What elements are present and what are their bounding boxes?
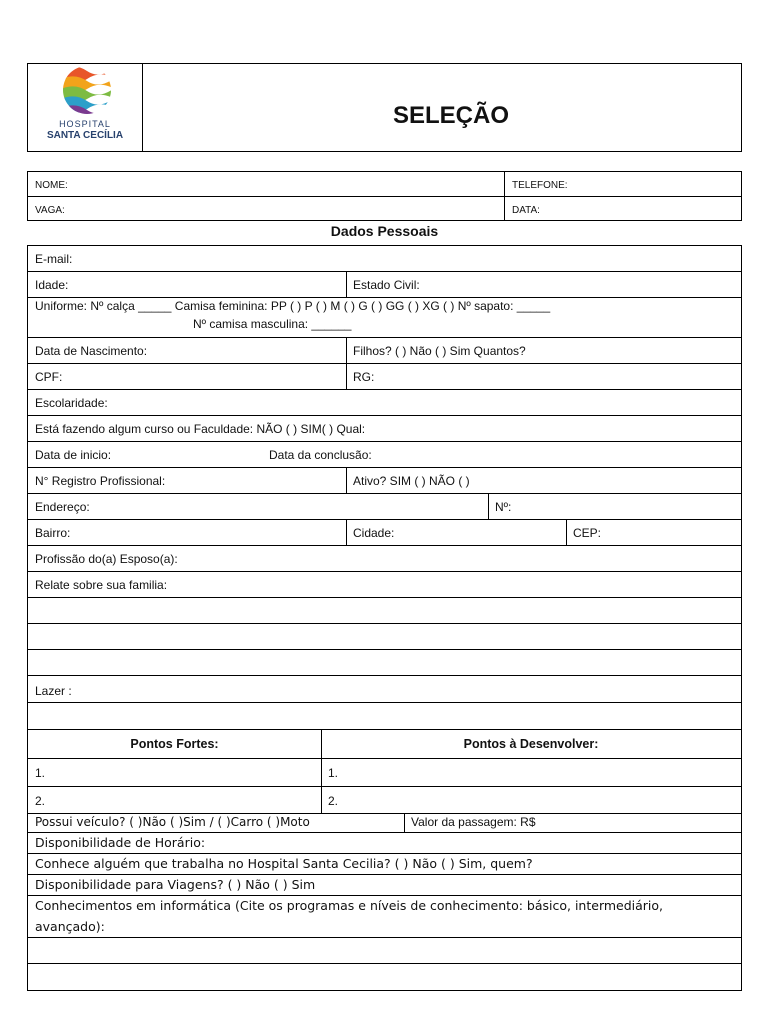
row-viagens — [27, 875, 742, 896]
pontos-fortes-item-2: 2. — [35, 794, 46, 808]
numero-label: Nº: — [495, 500, 512, 514]
data-label: DATA: — [512, 205, 540, 216]
row-profissao — [27, 546, 742, 572]
row-registro — [27, 468, 742, 494]
uniforme-line1: Uniforme: Nº calça _____ Camisa feminina: PP ( ) P ( ) M ( ) G ( ) GG ( ) XG ( ) Nº sapato: _____ — [35, 299, 551, 313]
blank-row — [27, 598, 742, 624]
row-informatica — [27, 896, 742, 938]
divider — [346, 338, 347, 363]
data-conclusao-label: Data da conclusão: — [269, 448, 372, 462]
row-cpf — [27, 364, 742, 390]
row-email — [27, 246, 742, 272]
horario-label: Disponibilidade de Horário: — [35, 835, 206, 850]
page-title: SELEÇÃO — [393, 102, 510, 129]
pontos-desenvolver-item-2: 2. — [328, 794, 339, 808]
row-veiculo — [27, 814, 742, 833]
informatica-line2: avançado): — [35, 919, 105, 934]
viagens-label: Disponibilidade para Viagens? ( ) Não ( ) Sim — [35, 877, 316, 892]
familia-label: Relate sobre sua familia: — [35, 578, 168, 592]
registro-label: N° Registro Profissional: — [35, 474, 166, 488]
row-uniforme — [27, 298, 742, 338]
hospital-logo-icon — [61, 65, 113, 115]
logo-line2: SANTA CECÍLIA — [46, 130, 124, 141]
row-pontos-2 — [27, 787, 742, 814]
logo-area — [28, 64, 143, 151]
pontos-desenvolver-label: Pontos à Desenvolver: — [463, 737, 599, 751]
blank-row — [27, 938, 742, 964]
passagem-label: Valor da passagem: R$ — [411, 815, 536, 829]
blank-row — [27, 964, 742, 991]
row-idade — [27, 272, 742, 298]
blank-row — [27, 703, 742, 730]
row-pontos-header — [27, 730, 742, 759]
divider — [346, 272, 347, 297]
row-lazer — [27, 676, 742, 703]
row-nascimento — [27, 338, 742, 364]
nome-label: NOME: — [35, 180, 68, 191]
divider — [346, 364, 347, 389]
row-conhece — [27, 854, 742, 875]
email-label: E-mail: — [35, 252, 73, 266]
row-bairro — [27, 520, 742, 546]
informatica-line1: Conhecimentos em informática (Cite os programas e níveis de conhecimento: básico, intermediário, — [35, 898, 664, 913]
divider — [321, 787, 322, 813]
pontos-desenvolver-item-1: 1. — [328, 766, 339, 780]
estado-civil-label: Estado Civil: — [353, 278, 420, 292]
top-info-box — [27, 171, 742, 221]
divider — [321, 759, 322, 786]
escolaridade-label: Escolaridade: — [35, 396, 108, 410]
top-row-divider — [28, 196, 741, 197]
rg-label: RG: — [353, 370, 375, 384]
telefone-label: TELEFONE: — [512, 180, 568, 191]
uniforme-line2: Nº camisa masculina: ______ — [193, 317, 352, 331]
veiculo-label: Possui veículo? ( )Não ( )Sim / ( )Carro ( )Moto — [35, 815, 310, 829]
data-inicio-label: Data de inicio: — [35, 448, 112, 462]
header-box — [27, 63, 742, 152]
nascimento-label: Data de Nascimento: — [35, 344, 148, 358]
pontos-fortes-item-1: 1. — [35, 766, 46, 780]
blank-row — [27, 624, 742, 650]
idade-label: Idade: — [35, 278, 69, 292]
row-pontos-1 — [27, 759, 742, 787]
divider — [566, 520, 567, 545]
cpf-label: CPF: — [35, 370, 63, 384]
ativo-label: Ativo? SIM ( ) NÃO ( ) — [353, 474, 470, 488]
lazer-label: Lazer : — [35, 684, 72, 698]
divider — [346, 520, 347, 545]
row-endereco — [27, 494, 742, 520]
row-datas — [27, 442, 742, 468]
bairro-label: Bairro: — [35, 526, 71, 540]
row-familia — [27, 572, 742, 598]
cep-label: CEP: — [573, 526, 602, 540]
row-curso — [27, 416, 742, 442]
logo-line1: HOSPITAL — [59, 119, 111, 129]
pontos-fortes-label: Pontos Fortes: — [130, 737, 219, 751]
row-horario — [27, 833, 742, 854]
top-col-divider — [504, 172, 505, 220]
conhece-label: Conhece alguém que trabalha no Hospital Santa Cecilia? ( ) Não ( ) Sim, quem? — [35, 856, 533, 871]
filhos-label: Filhos? ( ) Não ( ) Sim Quantos? — [353, 344, 526, 358]
divider — [404, 814, 405, 832]
vaga-label: VAGA: — [35, 205, 65, 216]
blank-row — [27, 650, 742, 676]
divider — [488, 494, 489, 519]
endereco-label: Endereço: — [35, 500, 90, 514]
profissao-label: Profissão do(a) Esposo(a): — [35, 552, 178, 566]
row-escolaridade — [27, 390, 742, 416]
curso-label: Está fazendo algum curso ou Faculdade: NÃO ( ) SIM( ) Qual: — [35, 422, 366, 436]
divider — [346, 468, 347, 493]
section-title: Dados Pessoais — [330, 223, 439, 239]
cidade-label: Cidade: — [353, 526, 395, 540]
